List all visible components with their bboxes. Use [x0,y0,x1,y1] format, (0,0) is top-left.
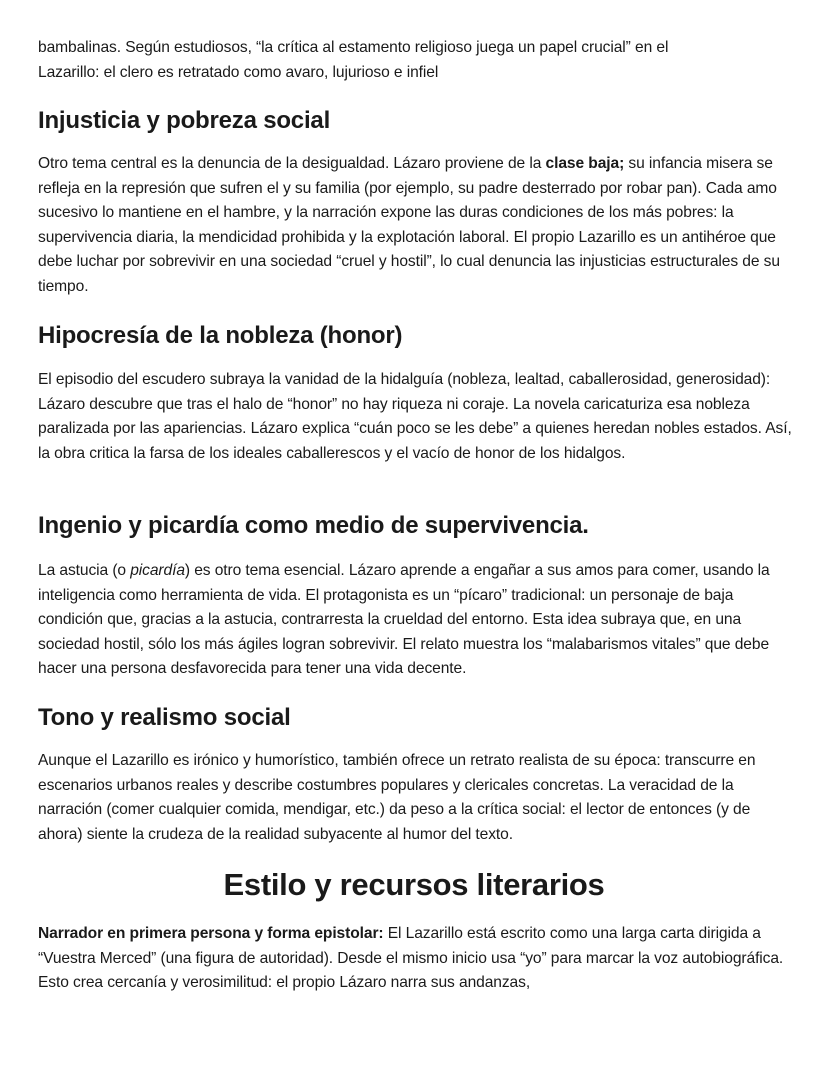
chapter-title: Estilo y recursos literarios [223,867,605,902]
paragraph-narrador [38,922,798,996]
text-span: El Lazarillo está escrito como una larga carta dirigida a “Vuestra Merced” (una figura de autoridad). Desde el mismo inicio usa “yo” para marcar la voz autobiográfica. Esto crea cercanía y verosimilitud: el propio Lázaro narra sus andanzas, [38,925,784,992]
heading-injusticia: Injusticia y pobreza social [38,107,331,134]
intro-line-2: Lazarillo: el clero es retratado como avaro, lujurioso e infiel [38,63,439,81]
bold-clase-baja: clase baja; [545,155,625,172]
paragraph-hipocresia: El episodio del escudero subraya la vanidad de la hidalguía (nobleza, lealtad, caballerosidad, generosidad): Lázaro descubre que tras el halo de “honor” no hay riqueza ni coraje. La novela caricaturiza esa nobleza paralizada por las apariencias. Lázaro explica “cuán poco se les debe” a quienes heredan nobles estados. Así, la obra critica la farsa de los ideales caballerescos y el vacío de honor de los hidalgos. [38,371,792,462]
heading-hipocresia: Hipocresía de la nobleza (honor) [38,322,403,349]
text-span: ) es otro tema esencial. Lázaro aprende a engañar a sus amos para comer, usando la inteligencia como herramienta de vida. El protagonista es un “pícaro” tradicional: un personaje de baja condición que, gracias a la astucia, contrarresta la crueldad del entorno. Esta idea subraya que, en una sociedad hostil, sólo los más ágiles logran sobrevivir. El relato muestra los “malabarismos vitales” que debe hacer una persona desfavorecida para tener una vida decente. [38,562,770,678]
paragraph-tono: Aunque el Lazarillo es irónico y humorístico, también ofrece un retrato realista de su época: transcurre en escenarios urbanos reales y describe costumbres populares y clericales concretas. La veracidad de la narración (comer cualquier comida, mendigar, etc.) da peso a la crítica social: el lector de entonces (y de ahora) siente la crudeza de la realidad subyacente al humor del texto. [38,752,756,843]
text-span: su infancia misera se refleja en la represión que sufren el y su familia (por ejemplo, su padre desterrado por robar pan). Cada amo sucesivo lo mantiene en el hambre, y la narración expone las duras condiciones de los más pobres: la supervivencia diaria, la mendicidad prohibida y la explotación laboral. El propio Lazarillo es un antihéroe que debe luchar por sobrevivir en una sociedad “cruel y hostil”, lo cual denuncia las injusticias estructurales de su tiempo. [38,155,780,295]
heading-ingenio: Ingenio y picardía como medio de supervivencia. [38,512,589,539]
bold-narrador: Narrador en primera persona y forma epistolar: [38,925,384,942]
paragraph-injusticia [38,152,798,300]
intro-line-1: bambalinas. Según estudiosos, “la crítica al estamento religioso juega un papel crucial” en el [38,39,669,56]
text-span: La astucia (o [38,562,131,579]
paragraph-ingenio [38,559,798,682]
intro-paragraph [38,36,798,85]
text-span: Otro tema central es la denuncia de la desigualdad. Lázaro proviene de la [38,155,546,172]
heading-tono: Tono y realismo social [38,704,291,731]
italic-picardia: picardía [130,562,185,579]
